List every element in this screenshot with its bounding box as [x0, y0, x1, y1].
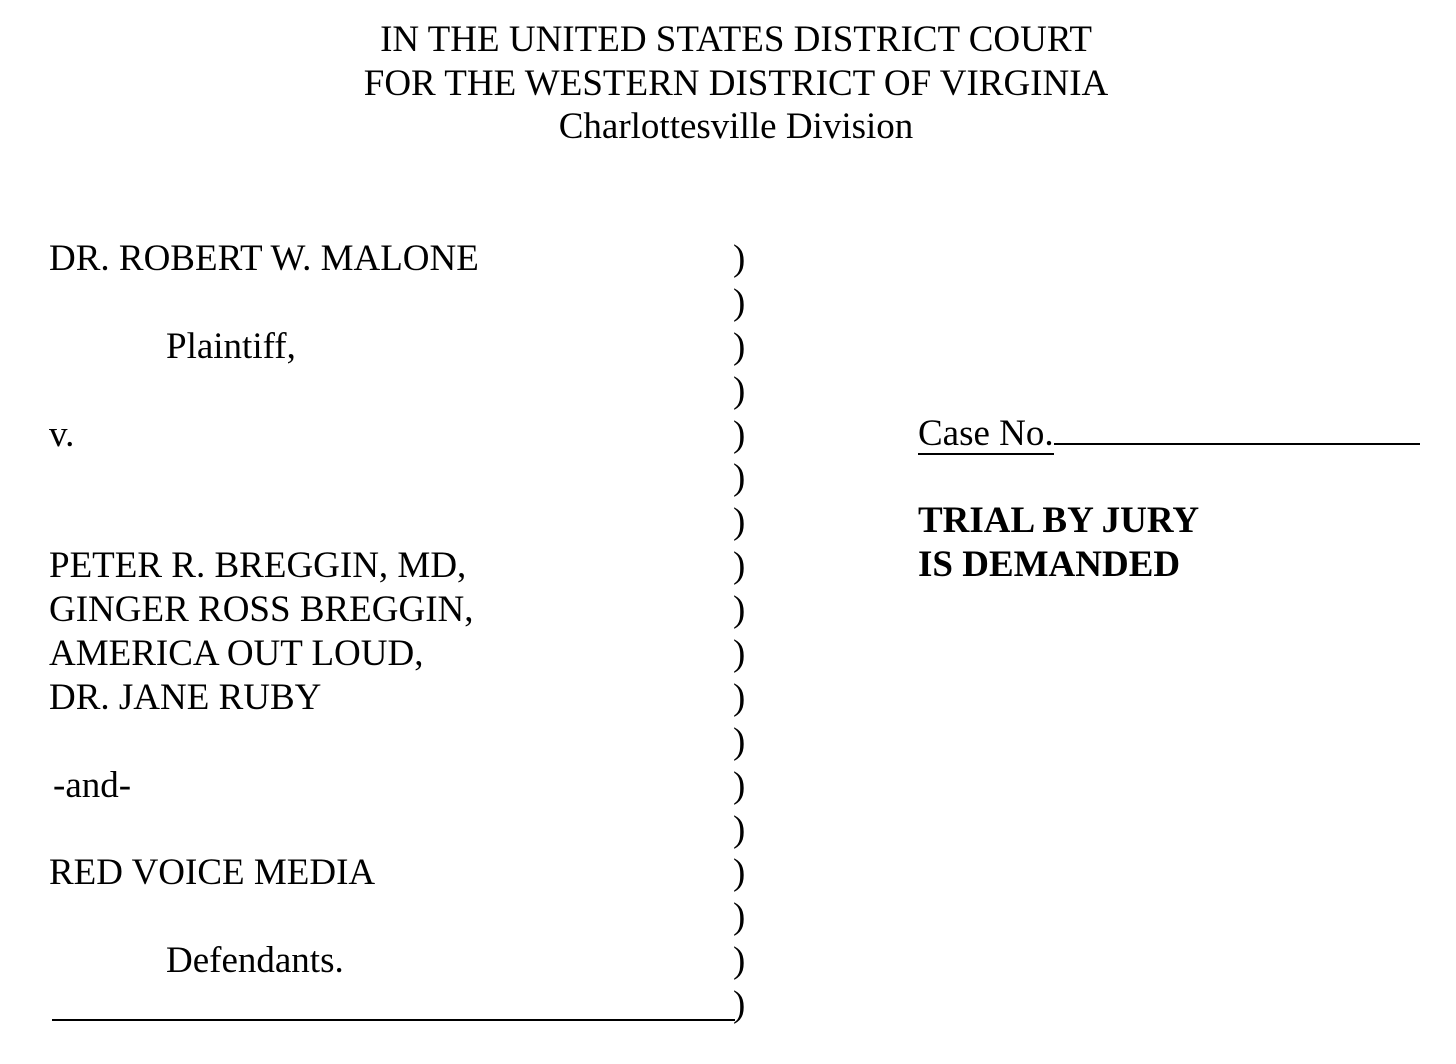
spacer [49, 808, 739, 852]
court-name-line: IN THE UNITED STATES DISTRICT COURT [380, 19, 1092, 60]
caption-paren: ) [733, 808, 746, 850]
caption-paren-column [733, 237, 763, 1027]
spacer [49, 720, 739, 764]
caption-paren: ) [733, 545, 746, 587]
spacer [49, 895, 739, 939]
caption-paren: ) [733, 896, 746, 938]
caption-paren: ) [733, 764, 746, 806]
jury-demand [918, 499, 1438, 587]
caption-bottom-rule [52, 1019, 735, 1021]
case-number-line [918, 412, 1438, 455]
caption-paren: ) [733, 238, 746, 279]
caption-paren: ) [733, 413, 746, 455]
defendant-role: Defendants. [166, 940, 344, 982]
case-info [918, 412, 1438, 587]
plaintiff-name: DR. ROBERT W. MALONE [49, 238, 479, 279]
caption-paren: ) [733, 676, 746, 718]
plaintiff-role: Plaintiff, [166, 325, 296, 367]
court-header [0, 18, 1456, 149]
defendant-name: RED VOICE MEDIA [49, 852, 376, 894]
caption-paren: ) [733, 852, 746, 894]
caption-paren: ) [733, 457, 746, 499]
caption-paren: ) [733, 720, 746, 762]
and-label: -and- [53, 764, 132, 806]
defendant-name: AMERICA OUT LOUD, [49, 633, 424, 675]
defendant-name: DR. JANE RUBY [49, 676, 322, 718]
jury-demand-line: TRIAL BY JURY [918, 499, 1200, 541]
spacer [49, 500, 739, 544]
caption-paren: ) [733, 281, 746, 323]
spacer [49, 456, 739, 500]
caption-paren: ) [733, 940, 746, 982]
defendant-name: GINGER ROSS BREGGIN, [49, 589, 474, 631]
caption-paren: ) [733, 501, 746, 543]
court-district-line: FOR THE WESTERN DISTRICT OF VIRGINIA [363, 62, 1109, 104]
court-division-line: Charlottesville Division [558, 106, 914, 147]
caption-paren: ) [733, 633, 746, 675]
versus-label: v. [49, 413, 75, 455]
case-number-blank [1054, 412, 1420, 445]
spacer [49, 281, 739, 325]
caption-paren: ) [733, 589, 746, 631]
spacer [49, 369, 739, 413]
caption-paren: ) [733, 369, 746, 411]
jury-demand-line: IS DEMANDED [918, 543, 1181, 585]
case-caption-parties [49, 237, 739, 983]
defendant-name: PETER R. BREGGIN, MD, [49, 545, 467, 587]
caption-paren: ) [733, 984, 746, 1026]
case-number-label: Case No. [918, 413, 1054, 454]
caption-paren: ) [733, 325, 746, 367]
